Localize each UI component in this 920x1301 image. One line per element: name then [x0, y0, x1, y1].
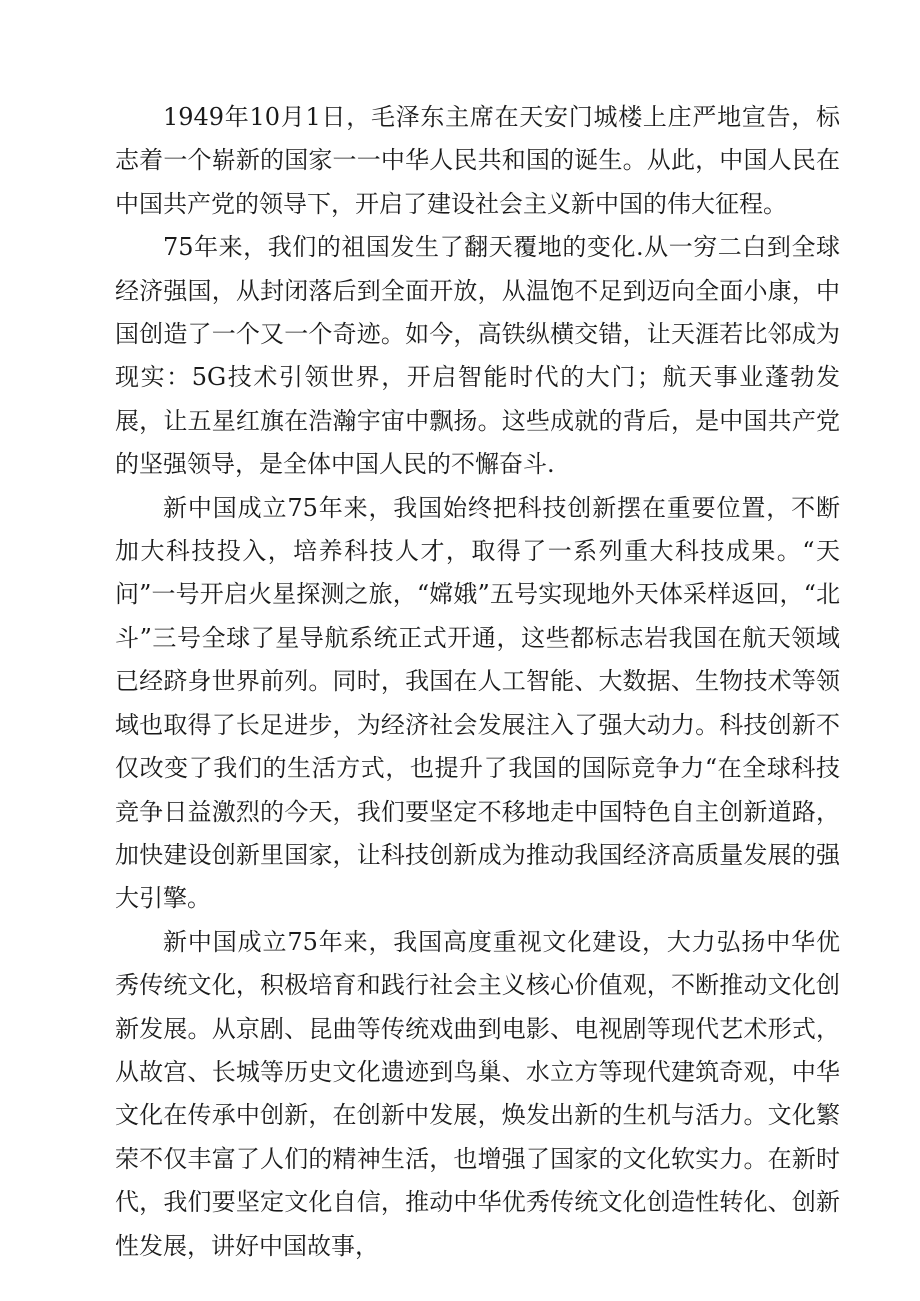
paragraph-culture: 新中国成立75年来，我国高度重视文化建设，大力弘扬中华优秀传统文化，积极培育和践行社会主义核心价值观，不断推动文化创新发展。从京剧、昆曲等传统戏曲到电影、电视剧等现代艺术形式，从故宫、长城等历史文化遗迹到鸟巢、水立方等现代建筑奇观，中华文化在传承中创新，在创新中发展，焕发出新的生机与活力。文化繁荣不仅丰富了人们的精神生活，也增强了国家的文化软实力。在新时代，我们要坚定文化自信，推动中华优秀传统文化创造性转化、创新性发展，讲好中国故事， — [115, 927, 840, 1260]
paragraph-achievements: 75年来，我们的祖国发生了翻天覆地的变化.从一穷二白到全球经济强国，从封闭落后到全面开放，从温饱不足到迈向全面小康，中国创造了一个又一个奇迹。如今，高铁纵横交错，让天涯若比邻成为现实：5G技术引领世界，开启智能时代的大门；航天事业蓬勃发展，让五星红旗在浩瀚宇宙中飘扬。这些成就的背后，是中国共产党的坚强领导，是全体中国人民的不懈奋斗. — [115, 233, 840, 479]
paragraph-founding: 1949年10月1日，毛泽东主席在天安门城楼上庄严地宣告，标志着一个崭新的国家一一中华人民共和国的诞生。从此，中国人民在中国共产党的领导下，开启了建设社会主义新中国的伟大征程。 — [115, 103, 840, 218]
paragraph-technology: 新中国成立75年来，我国始终把科技创新摆在重要位置，不断加大科技投入，培养科技人才，取得了一系列重大科技成果。“天问”一号开启火星探测之旅，“嫦娥”五号实现地外天体采样返回，“北斗”三号全球了星导航系统正式开通，这些都标志岩我国在航天领域已经跻身世界前列。同时，我国在人工智能、大数据、生物技术等领域也取得了长足进步，为经济社会发展注入了强大动力。科技创新不仅改变了我们的生活方式，也提升了我国的国际竞争力“在全球科技竞争日益激烈的今天，我们要坚定不移地走中国特色自主创新道路，加快建设创新里国家，让科技创新成为推动我国经济高质量发展的强大引擎。 — [115, 493, 840, 913]
document-body — [115, 96, 840, 1268]
